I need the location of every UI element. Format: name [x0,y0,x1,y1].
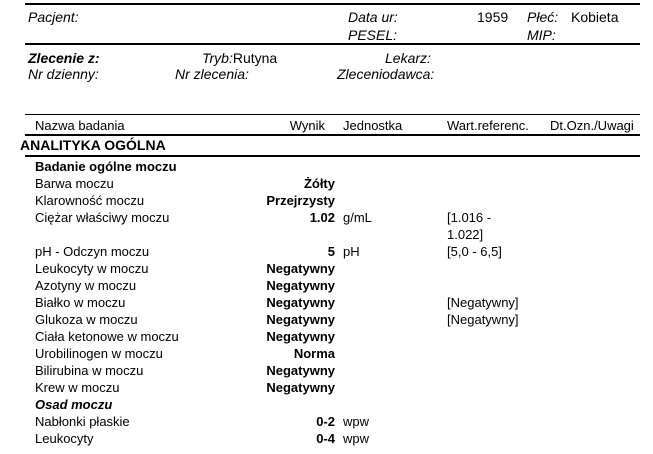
test-unit [335,311,435,328]
test-name: Leukocyty [35,431,94,446]
test-name: Ciała ketonowe w moczu [35,329,179,344]
test-unit [335,379,435,396]
result-row [25,175,640,192]
test-reference [435,413,538,430]
result-row [25,311,640,328]
rule-section-bottom [25,155,640,157]
test-remarks [538,209,640,243]
column-header-unit: Jednostka [343,118,403,133]
test-reference [435,396,538,413]
test-unit [335,192,435,209]
test-name: Klarowność moczu [35,193,145,208]
test-remarks [538,362,640,379]
test-result: 5 [327,244,335,259]
birth-date-label: Data ur: [348,9,398,25]
pesel-label: PESEL: [348,27,398,43]
test-result: 0-4 [316,431,335,446]
test-unit [335,260,435,277]
test-remarks [538,260,640,277]
test-result: 0-2 [316,414,335,429]
results-table-body [25,158,640,447]
test-unit [335,277,435,294]
test-reference: [Negatywny] [447,312,519,327]
result-row [25,243,640,260]
test-reference [435,430,538,447]
test-reference [435,192,538,209]
referrer-label: Zleceniodawca: [337,66,435,82]
test-remarks [538,158,640,175]
test-result [200,396,335,413]
test-unit [335,158,435,175]
test-result: Negatywny [266,363,335,378]
test-result: Negatywny [266,278,335,293]
test-name: Białko w moczu [35,295,126,310]
mode-field [202,50,277,66]
test-result: 1.02 [309,210,335,225]
result-row [25,379,640,396]
test-remarks [538,396,640,413]
test-remarks [538,345,640,362]
test-unit: wpw [343,414,370,429]
test-reference [435,328,538,345]
rule-patient-bottom [25,43,640,45]
test-name: Nabłonki płaskie [35,414,130,429]
result-row [25,277,640,294]
test-remarks [538,328,640,345]
test-name: Azotyny w moczu [35,278,137,293]
result-row [25,362,640,379]
test-remarks [538,430,640,447]
test-unit [335,175,435,192]
result-row [25,328,640,345]
birth-date-value: 1959 [477,9,509,25]
test-name: pH - Odczyn moczu [35,244,150,259]
rule-top [25,3,640,5]
group-row [25,396,640,413]
test-unit [335,294,435,311]
mode-value: Rutyna [232,50,278,66]
test-result: Negatywny [266,261,335,276]
column-header-remarks: Dt.Ozn./Uwagi [550,118,634,133]
test-reference: [Negatywny] [447,295,519,310]
test-remarks [538,294,640,311]
test-reference [435,345,538,362]
test-name: Osad moczu [35,397,113,412]
test-remarks [538,413,640,430]
test-unit: g/mL [343,210,372,225]
test-result: Negatywny [266,295,335,310]
test-name: Bilirubina w moczu [35,363,144,378]
result-row [25,260,640,277]
test-remarks [538,379,640,396]
test-result [200,158,335,175]
test-remarks [538,311,640,328]
test-unit [335,362,435,379]
test-result: Przejrzysty [266,193,335,208]
order-number-label: Nr zlecenia: [175,66,249,82]
result-row [25,345,640,362]
test-name: Krew w moczu [35,380,120,395]
result-row [25,209,640,243]
test-remarks [538,243,640,260]
test-reference: [1.016 - 1.022] [447,210,492,242]
test-reference [435,362,538,379]
section-title: ANALITYKA OGÓLNA [20,137,166,153]
test-result: Norma [293,346,335,361]
patient-label: Pacjent: [28,9,79,25]
test-reference [435,175,538,192]
test-reference [435,260,538,277]
column-header-reference: Wart.referenc. [447,118,529,133]
test-remarks [538,277,640,294]
test-reference [435,277,538,294]
test-name: Ciężar właściwy moczu [35,210,170,225]
order-from-label: Zlecenie z: [28,50,100,66]
test-result: Negatywny [266,312,335,327]
test-name: Leukocyty w moczu [35,261,149,276]
test-unit [335,345,435,362]
test-result: Negatywny [266,329,335,344]
group-row [25,158,640,175]
test-reference [435,158,538,175]
test-unit: pH [343,244,360,259]
test-remarks [538,175,640,192]
result-row [25,430,640,447]
test-unit [335,328,435,345]
mip-label: MIP: [527,27,556,43]
test-name: Badanie ogólne moczu [35,159,177,174]
mode-label: Tryb: [202,50,233,66]
test-name: Urobilinogen w moczu [35,346,163,361]
test-name: Glukoza w moczu [35,312,138,327]
result-row [25,192,640,209]
rule-header-bottom [25,134,640,136]
doctor-label: Lekarz: [385,50,431,66]
test-reference: [5,0 - 6,5] [447,244,502,259]
result-row [25,294,640,311]
test-reference [435,379,538,396]
result-row [25,413,640,430]
test-result: Żółty [303,176,335,191]
daily-number-label: Nr dzienny: [28,66,99,82]
sex-label: Płeć: [527,9,559,25]
test-unit [335,396,435,413]
test-remarks [538,192,640,209]
results-table-header [25,117,640,134]
rule-table-top [25,114,640,115]
sex-value: Kobieta [571,9,619,25]
test-unit: wpw [343,431,370,446]
test-name: Barwa moczu [35,176,114,191]
column-header-result: Wynik [289,118,325,133]
column-header-name: Nazwa badania [35,118,125,133]
test-result: Negatywny [266,380,335,395]
